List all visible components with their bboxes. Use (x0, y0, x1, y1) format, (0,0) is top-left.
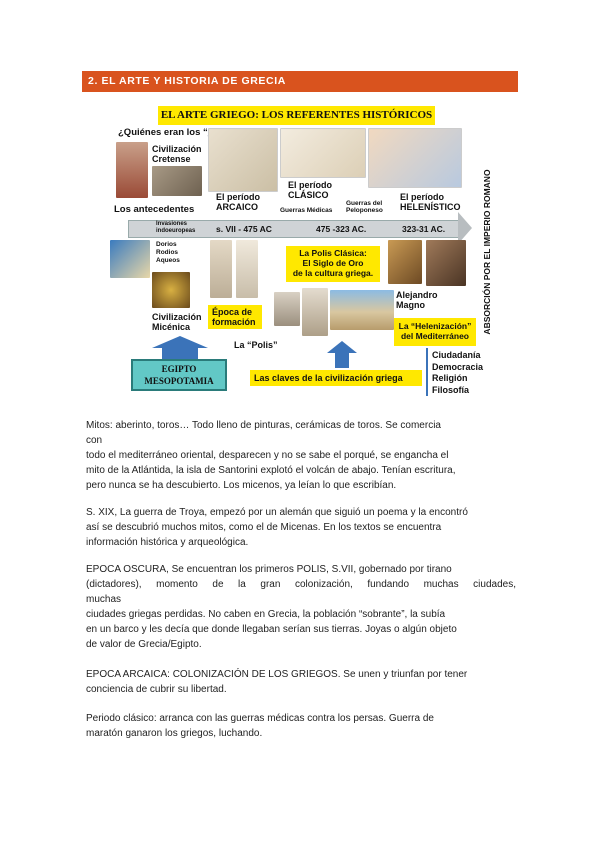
date-archaic: s. VII - 475 AC (216, 224, 272, 234)
clasico-label: El período CLÁSICO (288, 180, 333, 200)
egypt-arrow-head (152, 336, 208, 348)
claves-item: Ciudadanía (432, 350, 481, 360)
kouros-image (210, 240, 232, 298)
parthenon-image (330, 290, 394, 330)
knossos-image (152, 166, 202, 196)
section-title: 2. EL ARTE Y HISTORIA DE GRECIA (88, 75, 286, 87)
pericles-bust-image (274, 292, 300, 326)
claves-item: Democracia (432, 361, 484, 372)
paragraph-periodo-clasico: Periodo clásico: arranca con las guerras médicas contra los persas. Guerra de maratón ganaron los griegos, luchando. (86, 713, 434, 739)
kore-image (236, 240, 258, 298)
paragraph-epoca-oscura: EPOCA OSCURA, Se encuentran los primeros POLIS, S.VII, gobernado por tirano (dictadores), momento de la gran colonización, fundando muchas ciudades, muchas ciudades griegas perdidas. No caben en Grecia, la población “sobrante”, la subía en un barco y les decía que donde llegaban serían sus tierras. Joyas o algún objeto de valor de Grecia/Egipto. (86, 564, 516, 650)
polis-clasica-label: La Polis Clásica: El Siglo de Oro de la cultura griega. (292, 248, 374, 278)
claves-item: Filosofía (432, 384, 470, 395)
antecedentes-label: Los antecedentes (114, 204, 195, 215)
map-archaic-image (208, 128, 278, 192)
helenistico-label: El período HELENÍSTICO (400, 192, 461, 212)
paragraph-mitos: Mitos: aberinto, toros… Todo lleno de pinturas, cerámicas de toros. Se comercia con todo el mediterráneo oriental, desparecen y no se sabe el porqué, se engancha el mito de la Atlántida, la isla de Santorini explotó el volcán de abajo. Tenían escritura, pero nunca se ha descubierto. Los micenos, ya leían lo que escribían. (86, 420, 456, 491)
la-polis-label: La “Polis” (234, 340, 278, 350)
infographic (102, 100, 501, 400)
mycenae-mask-image (152, 272, 190, 308)
claves-item: Religión (432, 373, 468, 383)
helenizacion-label: La “Helenización” del Mediterráneo (398, 321, 472, 341)
civ-cretense-label: Civilización Cretense (152, 144, 202, 164)
alexander-mosaic-image (388, 240, 422, 284)
statue-image (302, 288, 328, 336)
map-classic-image (280, 128, 366, 178)
guerras-peloponeso-label: Guerras del Peloponeso (346, 200, 383, 214)
claves-arrow-body (335, 352, 349, 368)
civ-micenica-label: Civilización Micénica (152, 312, 202, 332)
pueblos-label: Dorios Rodios Aqueos (156, 241, 180, 264)
arcaico-label: El período ARCAICO (216, 192, 261, 212)
claves-label: Las claves de la civilización griega (254, 373, 403, 383)
infographic-title: EL ARTE GRIEGO: LOS REFERENTES HISTÓRICOS (158, 106, 435, 125)
guerras-medicas-label: Guerras Médicas (280, 207, 333, 214)
map-greece-image (110, 240, 150, 278)
alejandro-label: Alejandro Magno (396, 290, 438, 310)
question-label: ¿Quiénes eran los “ (118, 127, 208, 138)
section-header (82, 71, 518, 92)
map-hellenistic-image (368, 128, 462, 188)
paragraph-epoca-arcaica: EPOCA ARCAICA: COLONIZACIÓN DE LOS GRIEGOS. Se unen y triunfan por tener conciencia de cubrir su libertad. (86, 669, 468, 695)
laocoon-image (426, 240, 466, 286)
roman-absorption-label: ABSORCIÓN POR EL IMPERIO ROMANO (482, 169, 492, 335)
invasiones-label: Invasiones indoeuropeas (156, 221, 196, 234)
cretan-figure-image (116, 142, 148, 198)
date-hellenistic: 323-31 AC. (402, 224, 446, 234)
claves-arrow-head (327, 341, 357, 353)
claves-divider (426, 348, 428, 396)
paragraph-troya: S. XIX, La guerra de Troya, empezó por un alemán que siguió un poema y la encontró así se descubrió muchos mitos, como el de Micenas. En los textos se encuentra información histórica y arqueológica. (86, 507, 468, 548)
egypt-arrow-body (162, 346, 198, 360)
date-classic: 475 -323 AC. (316, 224, 367, 234)
epoca-formacion-label: Época de formación (212, 307, 256, 327)
egipto-box: EGIPTO MESOPOTAMIA (131, 359, 227, 391)
claves-list (432, 350, 483, 396)
